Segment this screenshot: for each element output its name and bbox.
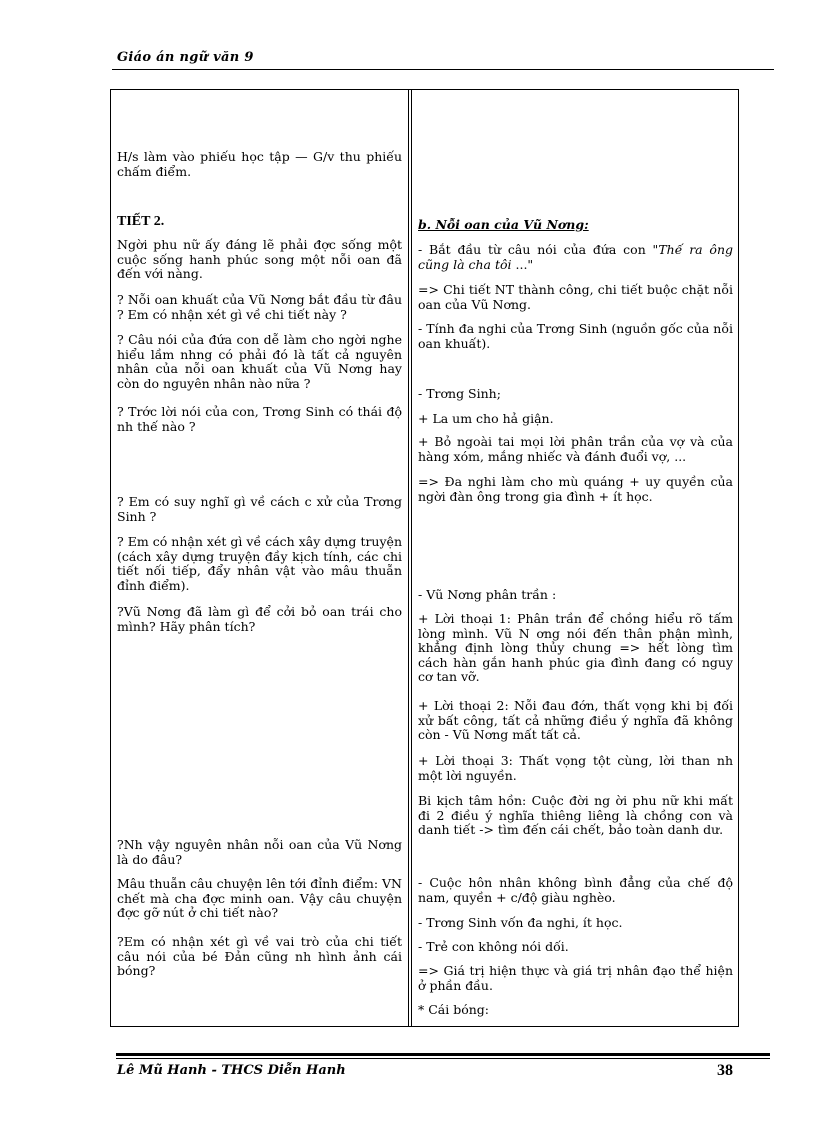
right-text: + Lời thoại 3: Thất vọng tột cùng, lời than nh một lời nguyền.: [418, 753, 733, 783]
section-title: b. Nỗi oan của Vũ Nơng:: [418, 217, 589, 232]
quote-intro: - Bắt đầu từ câu nói của đứa con ": [418, 242, 659, 257]
right-text: - Trẻ con không nói dối.: [418, 939, 569, 954]
left-text: Mâu thuẫn câu chuyện lên tới đỉnh điểm: VN chết mà cha đợc minh oan. Vậy câu chuyện đợc gỡ nút ở chi tiết nào?: [117, 876, 402, 920]
right-text: - Vũ Nơng phân trần :: [418, 587, 557, 602]
left-question: ?Em có nhận xét gì về vai trò của chi tiết câu nói của bé Đản cũng nh hình ảnh cái bóng?: [117, 934, 402, 978]
left-question: ? Trớc lời nói của con, Trơng Sinh có thái độ nh thế nào ?: [117, 404, 402, 434]
right-text: * Cái bóng:: [418, 1002, 490, 1017]
column-divider: [408, 90, 409, 1026]
left-text: H/s làm vào phiếu học tập — G/v thu phiếu chấm điểm.: [117, 149, 402, 179]
right-text: => Chi tiết NT thành công, chi tiết buộc chặt nỗi oan của Vũ Nơng.: [418, 282, 733, 312]
page-header-title: Giáo án ngữ văn 9: [117, 50, 254, 65]
right-text: + Lời thoại 1: Phân trần để chồng hiểu rõ tấm lòng mình. Vũ N ơng nói đến thân phận mình, khẳng định lòng thủy chung => hết lòng tìm cách hàn gắn hanh phúc gia đình đang có nguy cơ tan vỡ.: [418, 611, 733, 684]
right-text: => Giá trị hiện thực và giá trị nhân đạo thể hiện ở phần đầu.: [418, 963, 733, 993]
right-text: + Bỏ ngoài tai mọi lời phân trần của vợ và của hàng xóm, mắng nhiếc và đánh đuổi vợ, ...: [418, 434, 733, 464]
page-number: 38: [717, 1062, 733, 1079]
right-quote-line: [418, 243, 733, 272]
lesson-table: [110, 89, 739, 1027]
right-text: - Tính đa nghi của Trơng Sinh (nguồn gốc của nỗi oan khuất).: [418, 321, 733, 351]
right-text: - Trơng Sinh vốn đa nghi, ít học.: [418, 915, 623, 930]
footer-rule-thin: [116, 1058, 770, 1059]
right-text: - Cuộc hôn nhân không bình đẳng của chế độ nam, quyền + c/độ giàu nghèo.: [418, 875, 733, 905]
right-text: Bi kịch tâm hồn: Cuộc đời ng ời phu nữ khi mất đi 2 điều ý nghĩa thiêng liêng là chồng con và danh tiết -> tìm đến cái chết, bảo toàn danh dư.: [418, 793, 733, 837]
footer-rule: [116, 1053, 770, 1056]
lesson-number: TIẾT 2.: [117, 214, 165, 229]
left-question: ? Nỗi oan khuất của Vũ Nơng bắt đầu từ đâu ? Em có nhận xét gì về chi tiết này ?: [117, 292, 402, 322]
left-question: ? Em có suy nghĩ gì về cách c xử của Trơng Sinh ?: [117, 494, 402, 524]
footer-author: Lê Mũ Hanh - THCS Diễn Hanh: [117, 1063, 346, 1078]
left-text: Ngời phu nữ ấy đáng lẽ phải đợc sống một cuộc sống hanh phúc song một nỗi oan đã đến với nàng.: [117, 237, 402, 281]
right-text: => Đa nghi làm cho mù quáng + uy quyền của ngời đàn ông trong gia đình + ít học.: [418, 474, 733, 504]
right-text: + La um cho hả giận.: [418, 411, 554, 426]
right-text: + Lời thoại 2: Nỗi đau đớn, thất vọng khi bị đối xử bất công, tất cả những điều ý nghĩa đã không còn - Vũ Nơng mất tất cả.: [418, 698, 733, 742]
column-divider-inner: [411, 90, 412, 1026]
header-rule: [112, 69, 774, 70]
left-question: ?Vũ Nơng đã làm gì để cởi bỏ oan trái cho mình? Hãy phân tích?: [117, 604, 402, 634]
left-question: ? Câu nói của đứa con dễ làm cho ngời nghe hiểu lầm nhng có phải đó là tất cả nguyên nhân của nỗi oan khuất của Vũ Nơng hay còn do nguyên nhân nào nữa ?: [117, 332, 402, 391]
quote-end: ...": [511, 256, 534, 272]
right-text: - Trơng Sinh;: [418, 386, 501, 401]
left-question: ?Nh vậy nguyên nhân nỗi oan của Vũ Nơng là do đâu?: [117, 837, 402, 867]
quote-text: Thế ra ông cũng là cha tôi: [418, 242, 734, 272]
left-question: ? Em có nhận xét gì về cách xây dựng truyện (cách xây dựng truyện đầy kịch tính, các chi tiết nối tiếp, đẩy nhân vật vào mâu thuẫn đỉnh điểm).: [117, 534, 402, 593]
